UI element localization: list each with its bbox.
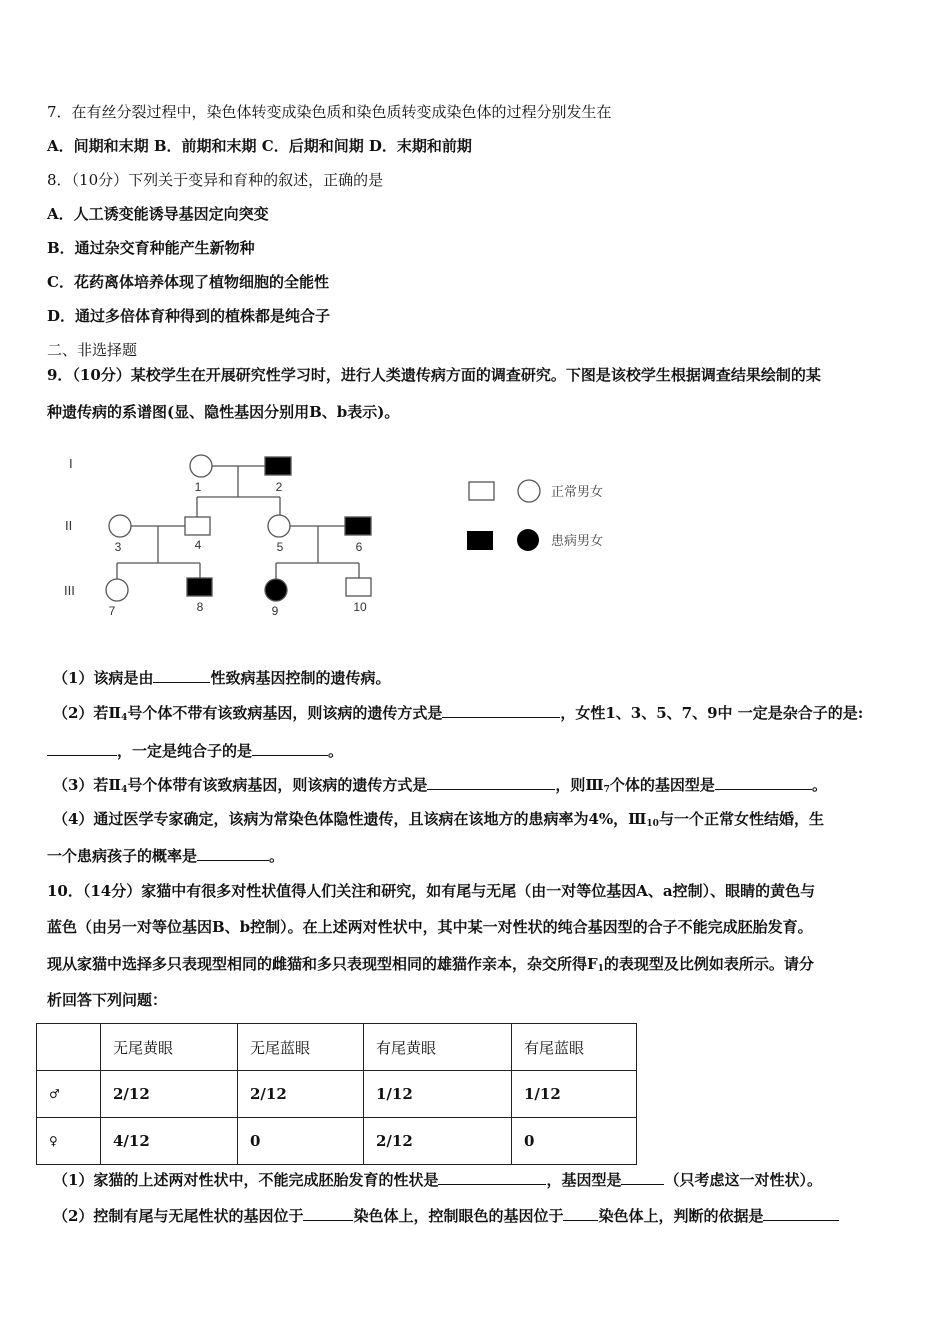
q8-option-a: A．人工诱变能诱导基因定向突变 [47,205,269,223]
table-header-cell: 有尾黄眼 [364,1024,512,1071]
individual-2 [265,457,291,475]
legend-affected-label: 患病男女 [551,534,604,549]
gen-label-3: III [64,583,75,598]
q10-stem-line4: 析回答下列问题： [47,991,168,1009]
pedigree-chart [55,445,415,625]
label-6: 6 [355,540,363,554]
gen-label-1: I [69,456,73,471]
q8-option-c: C．花药离体培养体现了植物细胞的全能性 [47,273,329,291]
table-header-cell: 无尾蓝眼 [238,1024,364,1071]
table-cell: 0 [512,1118,637,1165]
individual-3 [109,515,131,537]
label-3: 3 [114,540,122,554]
q8-stem: 8．（10分）下列关于变异和育种的叙述，正确的是 [47,171,384,189]
q10-stem-line3: 现从家猫中选择多只表现型相同的雌猫和多只表现型相同的雄猫作亲本，杂交所得$F_1$的表现型及比例如表所示。请分 [47,955,814,974]
q7-options: A．间期和末期 B．前期和末期 C．后期和间期 D．末期和前期 [47,137,472,155]
table-header-cell: 无尾黄眼 [101,1024,238,1071]
q9-part2: （2）若$Ⅱ_4$号个体不带有该致病基因，则该病的遗传方式是 ，女性1、3、5、7、9中 一定是杂合子的是: [53,704,864,723]
table-row [37,1071,637,1118]
table-cell: 4/12 [101,1118,238,1165]
q9-part4: （4）通过医学专家确定，该病为常染色体隐性遗传，且该病在该地方的患病率为4%，$Ⅲ_{10}$与一个正常女性结婚，生 [53,810,824,829]
section-heading: 二、非选择题 [47,341,138,359]
individual-1 [190,455,212,477]
phenotype-table [36,1023,637,1165]
legend-normal-label: 正常男女 [551,485,604,500]
q7-stem: 7．在有丝分裂过程中，染色体转变成染色质和染色质转变成染色体的过程分别发生在 [47,103,612,121]
individual-4 [185,517,210,535]
label-5: 5 [276,540,284,554]
table-cell: 0 [238,1118,364,1165]
table-cell: 1/12 [364,1071,512,1118]
q9-part4-cont: 一个患病孩子的概率是 。 [47,847,285,865]
q8-option-d: D．通过多倍体育种得到的植株都是纯合子 [47,307,331,325]
legend-affected-male [467,531,493,550]
table-cell: 2/12 [238,1071,364,1118]
q9-stem-line2: 种遗传病的系谱图(显、隐性基因分别用B、b表示)。 [47,403,400,421]
q9-part2-cont: ，一定是纯合子的是 。 [47,740,343,762]
individual-7 [106,579,128,601]
label-10: 10 [353,600,367,614]
label-1: 1 [194,480,202,494]
legend-normal-female [518,480,540,502]
label-7: 7 [108,604,116,618]
individual-6 [345,517,371,535]
q9-stem-line1: 9．（10分）某校学生在开展研究性学习时，进行人类遗传病方面的调查研究。下图是该校学生根据调查结果绘制的某 [47,366,821,384]
individual-9 [265,579,287,601]
table-cell: ♀ [37,1118,101,1165]
table-cell: 2/12 [101,1071,238,1118]
table-row [37,1118,637,1165]
pedigree-legend [460,470,630,560]
label-9: 9 [271,604,279,618]
table-cell: 1/12 [512,1071,637,1118]
label-2: 2 [275,480,283,494]
q9-part3: （3）若$Ⅱ_4$号个体带有该致病基因，则该病的遗传方式是 ，则$Ⅲ_7$个体的基因型是 。 [53,776,827,795]
table-header-cell: 有尾蓝眼 [512,1024,637,1071]
q10-part1: （1）家猫的上述两对性状中，不能完成胚胎发育的性状是 ，基因型是 （只考虑这一对性状）。 [53,1171,822,1189]
legend-normal-male [469,482,494,500]
legend-affected-female [517,529,539,551]
q8-option-b: B．通过杂交育种能产生新物种 [47,239,255,257]
individual-10 [346,578,371,596]
q10-stem-line1: 10．（14分）家猫中有很多对性状值得人们关注和研究，如有尾与无尾（由一对等位基因A、a控制）、眼睛的黄色与 [47,882,816,900]
q10-stem-line2: 蓝色（由另一对等位基因B、b控制）。在上述两对性状中，其中某一对性状的纯合基因型的合子不能完成胚胎发育。 [47,918,813,936]
q9-part1: （1）该病是由 性致病基因控制的遗传病。 [53,669,391,687]
label-4: 4 [194,538,202,552]
individual-5 [268,515,290,537]
gen-label-2: II [65,518,73,533]
table-header-cell [37,1024,101,1071]
q10-part2: （2）控制有尾与无尾性状的基因位于 染色体上，控制眼色的基因位于 染色体上，判断的依据是 [53,1205,839,1227]
individual-8 [187,578,212,596]
table-header-row [37,1024,637,1071]
table-cell: 2/12 [364,1118,512,1165]
label-8: 8 [196,600,204,614]
table-cell: ♂ [37,1071,101,1118]
